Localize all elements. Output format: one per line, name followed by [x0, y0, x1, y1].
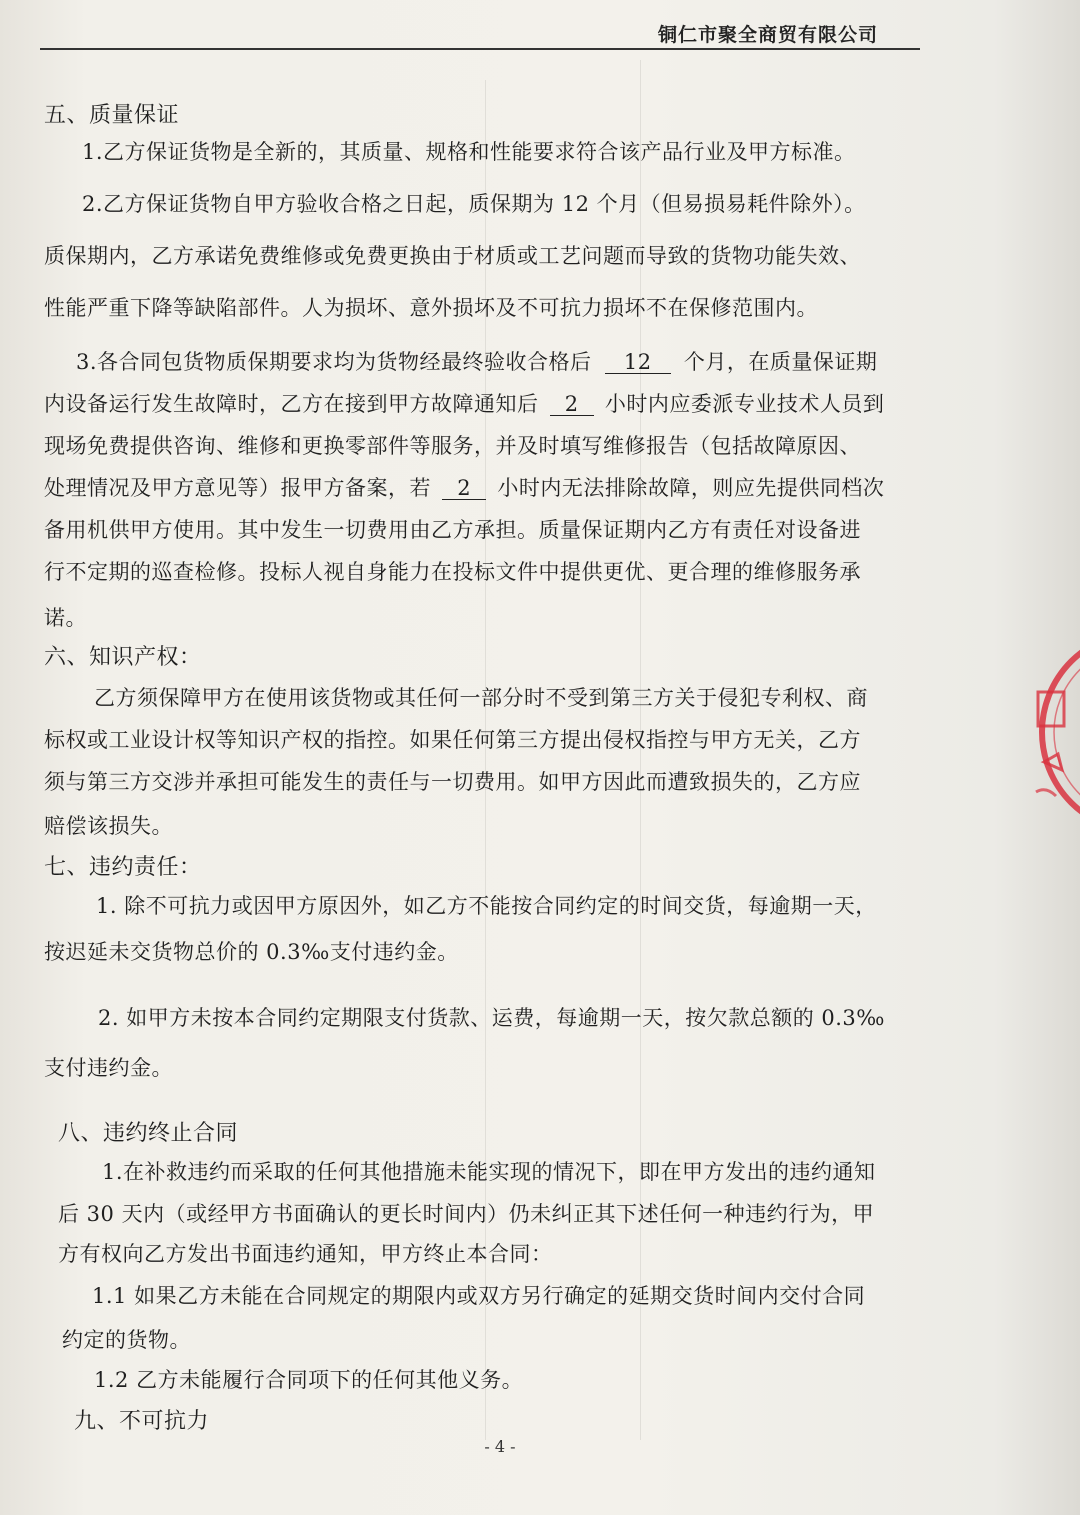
- fill-in-hours-2: 2: [442, 477, 486, 500]
- section-7-item-1-line-2: 按迟延未交货物总价的 0.3‰支付违约金。: [44, 940, 459, 964]
- section-8-item-1-line-1: 1.在补救违约而采取的任何其他措施未能实现的情况下，即在甲方发出的违约通知: [102, 1160, 876, 1184]
- text-segment: 内设备运行发生故障时，乙方在接到甲方故障通知后: [44, 392, 539, 416]
- section-5-item-1: 1.乙方保证货物是全新的，其质量、规格和性能要求符合该产品行业及甲方标准。: [82, 140, 856, 164]
- page-number: - 4 -: [484, 1437, 516, 1456]
- section-9-title: 九、不可抗力: [74, 1409, 210, 1434]
- section-8-item-1-line-2: 后 30 天内（或经甲方书面确认的更长时间内）仍未纠正其下述任何一种违约行为，甲: [58, 1202, 875, 1226]
- text-segment: 处理情况及甲方意见等）报甲方备案，若: [44, 476, 431, 500]
- section-8-item-1-1-line-1: 1.1 如果乙方未能在合同规定的期限内或双方另行确定的延期交货时间内交付合同: [92, 1284, 866, 1308]
- section-5-item-3-line-5: 备用机供甲方使用。其中发生一切费用由乙方承担。质量保证期内乙方有责任对设备进: [44, 518, 861, 542]
- section-7-item-2-line-2: 支付违约金。: [44, 1056, 173, 1080]
- section-8-item-1-1-line-2: 约定的货物。: [62, 1328, 191, 1352]
- fill-in-hours-1: 2: [550, 393, 594, 416]
- text-segment: 小时内应委派专业技术人员到: [604, 392, 885, 416]
- page-header: [40, 18, 920, 50]
- section-8-title: 八、违约终止合同: [58, 1121, 239, 1146]
- section-8-item-1-line-3: 方有权向乙方发出书面违约通知，甲方终止本合同：: [58, 1242, 553, 1266]
- section-5-item-2-line-1: 2.乙方保证货物自甲方验收合格之日起，质保期为 12 个月（但易损易耗件除外）。: [82, 192, 866, 216]
- fill-in-months: 12: [605, 351, 671, 374]
- section-7-title: 七、违约责任：: [44, 855, 202, 880]
- section-5-item-3-line-6: 行不定期的巡查检修。投标人视自身能力在投标文件中提供更优、更合理的维修服务承: [44, 560, 861, 584]
- text-segment: 个月，在质量保证期: [683, 350, 878, 374]
- section-5-item-3-line-2: [44, 390, 884, 418]
- company-seal-stamp: [1032, 622, 1080, 842]
- section-5-item-3-line-4: [44, 474, 884, 502]
- section-8-item-1-2: 1.2 乙方未能履行合同项下的任何其他义务。: [94, 1368, 524, 1392]
- section-6-line-1: 乙方须保障甲方在使用该货物或其任何一部分时不受到第三方关于侵犯专利权、商: [94, 686, 868, 710]
- section-7-item-1-line-1: 1. 除不可抗力或因甲方原因外，如乙方不能按合同约定的时间交货，每逾期一天，: [96, 894, 877, 918]
- section-5-title: 五、质量保证: [44, 103, 180, 128]
- section-5-item-2-line-3: 性能严重下降等缺陷部件。人为损坏、意外损坏及不可抗力损坏不在保修范围内。: [44, 296, 818, 320]
- section-6-title: 六、知识产权：: [44, 645, 202, 670]
- header-company-name: 铜仁市聚全商贸有限公司: [657, 24, 878, 46]
- section-6-line-3: 须与第三方交涉并承担可能发生的责任与一切费用。如甲方因此而遭致损失的，乙方应: [44, 770, 861, 794]
- scan-artifact: [485, 80, 486, 1440]
- section-5-item-3-line-3: 现场免费提供咨询、维修和更换零部件等服务，并及时填写维修报告（包括故障原因、: [44, 434, 861, 458]
- section-5-item-3-line-7: 诺。: [44, 606, 87, 630]
- section-5-item-2-line-2: 质保期内，乙方承诺免费维修或免费更换由于材质或工艺问题而导致的货物功能失效、: [44, 244, 861, 268]
- section-6-line-2: 标权或工业设计权等知识产权的指控。如果任何第三方提出侵权指控与甲方无关，乙方: [44, 728, 861, 752]
- text-segment: 小时内无法排除故障，则应先提供同档次: [497, 476, 885, 500]
- section-7-item-2-line-1: 2. 如甲方未按本合同约定期限支付货款、运费，每逾期一天，按欠款总额的 0.3‰: [98, 1006, 885, 1030]
- text-segment: 3.各合同包货物质保期要求均为货物经最终验收合格后: [76, 350, 592, 374]
- header-rule: [40, 48, 920, 50]
- section-5-item-3-line-1: [76, 348, 877, 376]
- section-6-line-4: 赔偿该损失。: [44, 814, 173, 838]
